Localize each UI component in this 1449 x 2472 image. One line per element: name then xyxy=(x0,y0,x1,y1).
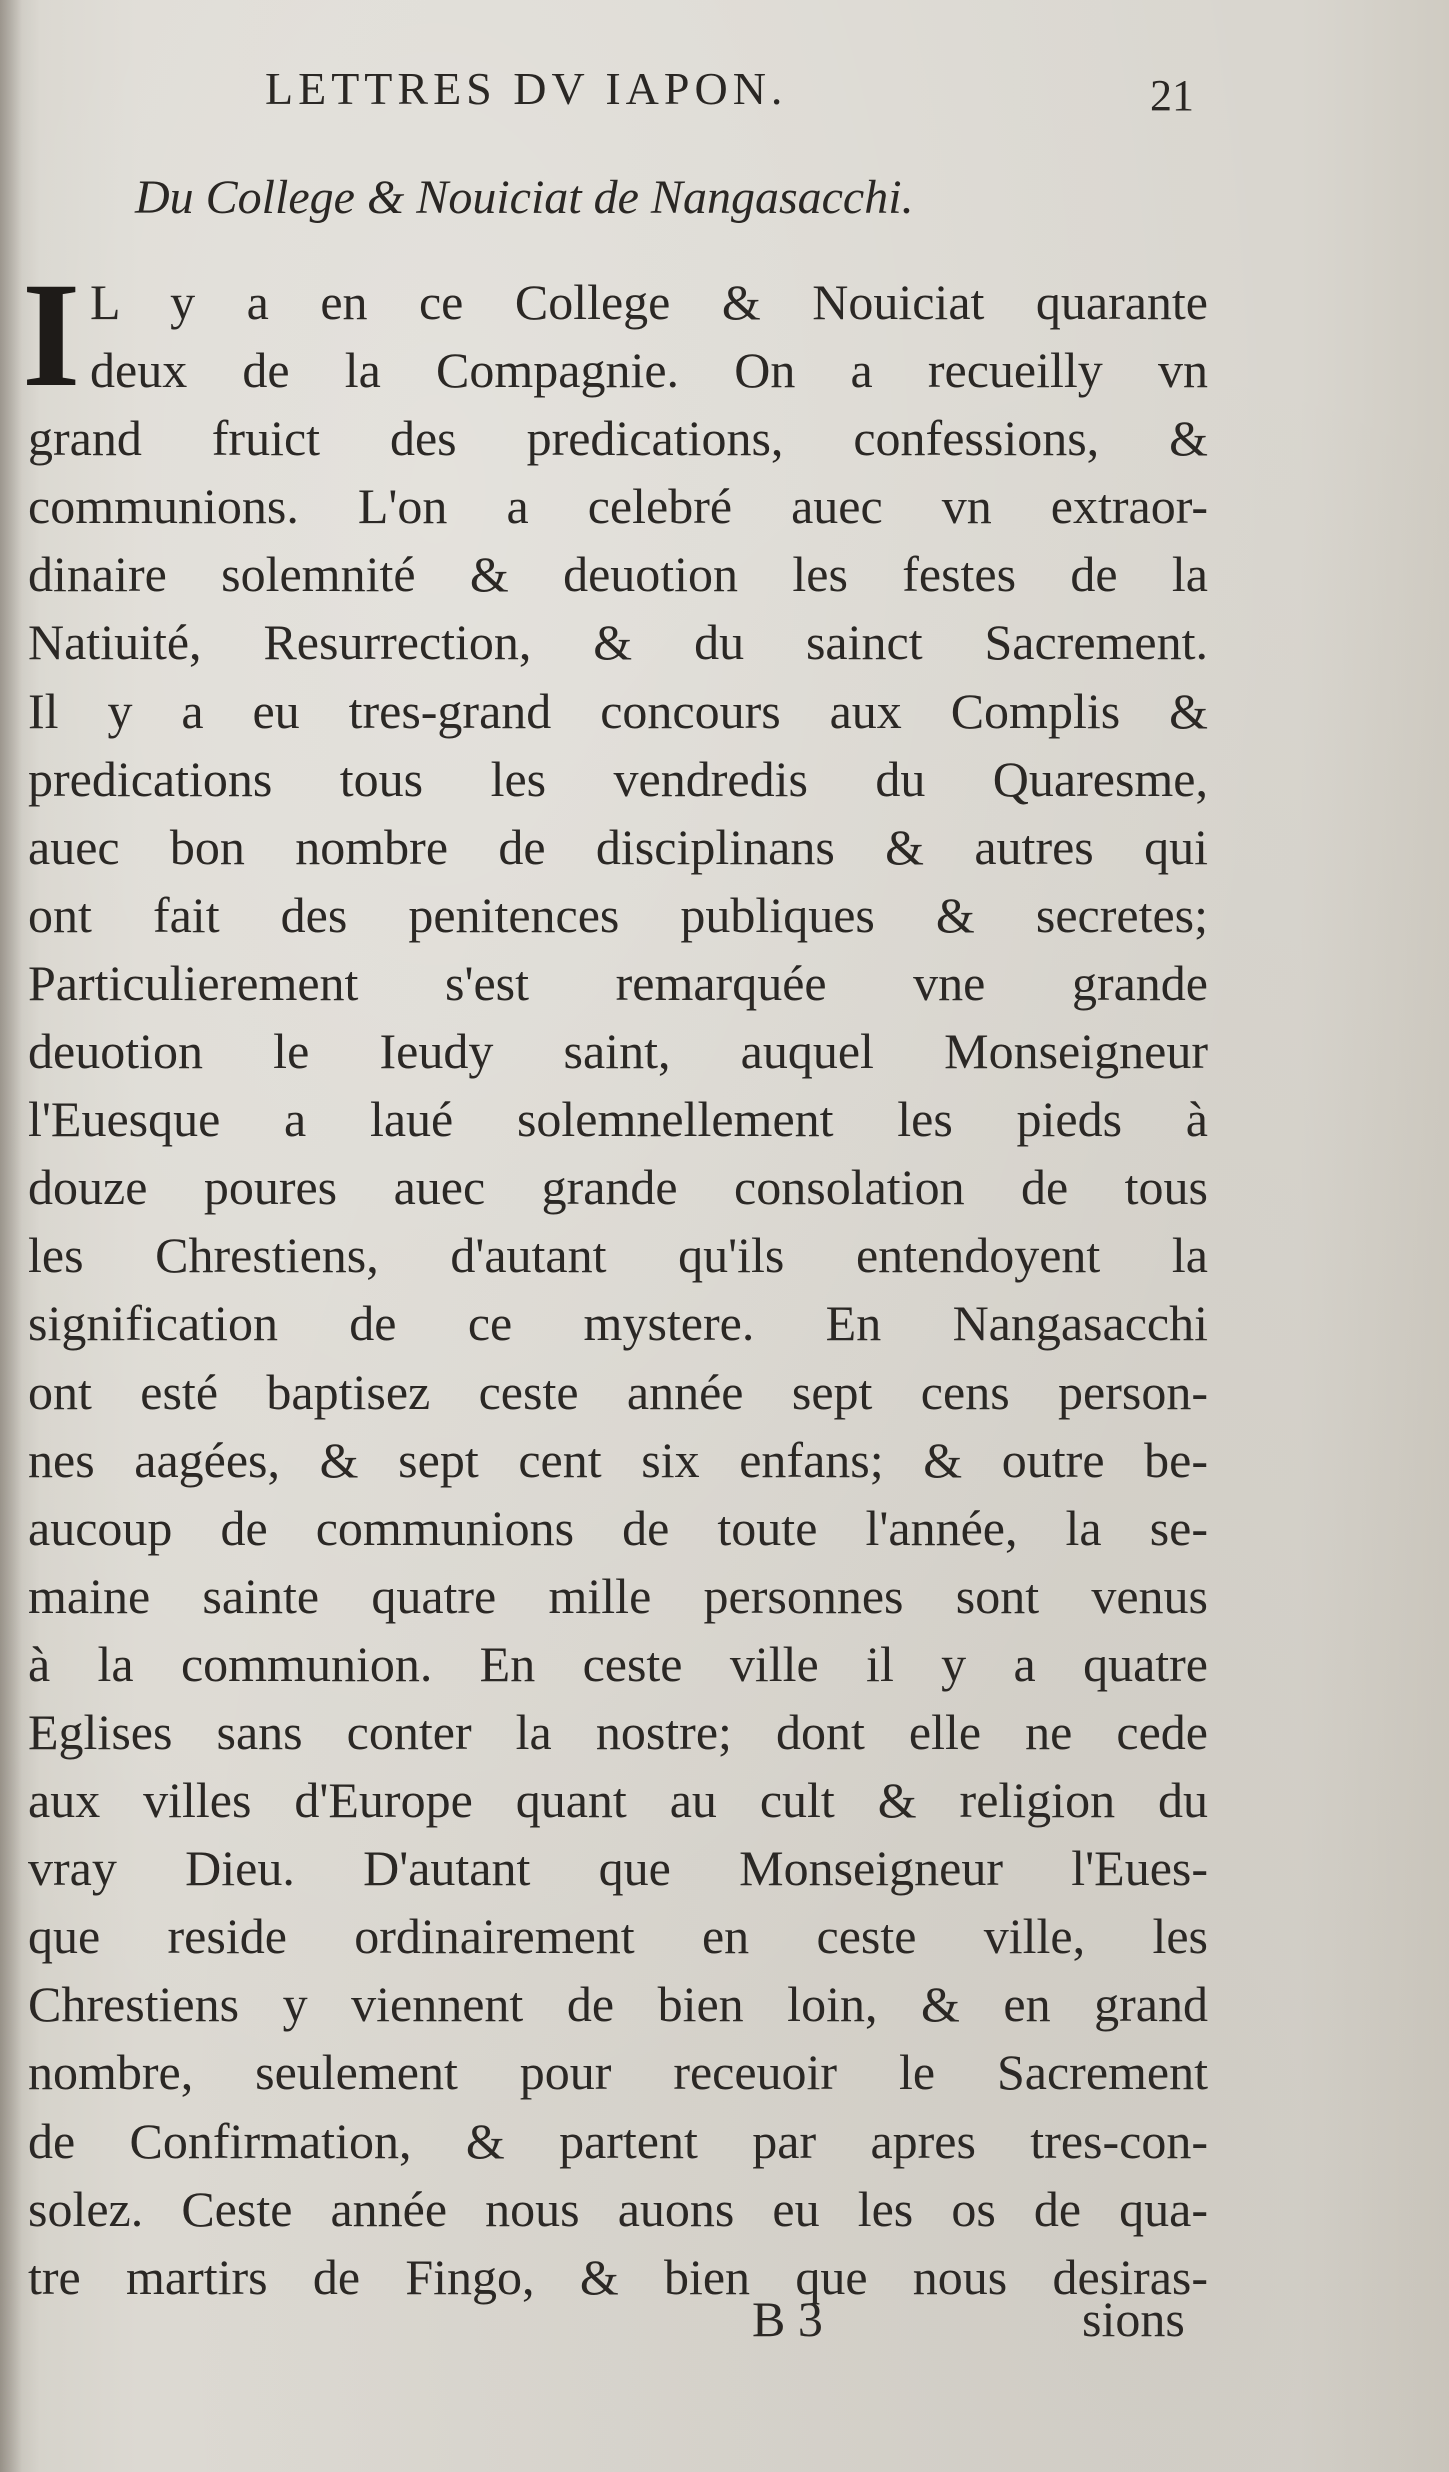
text-line: l'Euesque a laué solemnellement les pieds à xyxy=(28,1091,1208,1148)
text-line: Particulierement s'est remarquée vne grande xyxy=(28,954,1208,1011)
page-gutter-shadow xyxy=(0,0,22,2472)
text-line: predications tous les vendredis du Quaresme, xyxy=(28,750,1208,807)
text-line: deux de la Compagnie. On a recueilly vn xyxy=(90,342,1208,399)
body-text xyxy=(28,268,1208,2311)
catchword: sions xyxy=(1082,2291,1185,2347)
catchline xyxy=(0,2290,1449,2360)
text-line: Natiuité, Resurrection, & du sainct Sacrement. xyxy=(28,614,1208,671)
text-line: les Chrestiens, d'autant qu'ils entendoyent la xyxy=(28,1227,1208,1284)
text-line: deuotion le Ieudy saint, auquel Monseigneur xyxy=(28,1023,1208,1080)
drop-capital: I xyxy=(22,252,81,418)
signature-mark: B 3 xyxy=(752,2291,823,2347)
page-number: 21 xyxy=(1150,71,1194,120)
text-line: aux villes d'Europe quant au cult & religion du xyxy=(28,1772,1208,1829)
text-line: que reside ordinairement en ceste ville, les xyxy=(28,1908,1208,1965)
running-title: LETTRES DV IAPON. xyxy=(265,63,788,114)
text-line: auec bon nombre de disciplinans & autres qui xyxy=(28,818,1208,875)
text-line: aucoup de communions de toute l'année, la se- xyxy=(28,1499,1208,1556)
text-line: dinaire solemnité & deuotion les festes de la xyxy=(28,546,1208,603)
text-line: vray Dieu. D'autant que Monseigneur l'Eues- xyxy=(28,1840,1208,1897)
text-line: signification de ce mystere. En Nangasacchi xyxy=(28,1295,1208,1352)
text-line: à la communion. En ceste ville il y a quatre xyxy=(28,1635,1208,1692)
text-line: douze poures auec grande consolation de tous xyxy=(28,1159,1208,1216)
text-line: grand fruict des predications, confessions, & xyxy=(28,410,1208,467)
text-line: Il y a eu tres-grand concours aux Complis & xyxy=(28,682,1208,739)
section-title: Du College & Nouiciat de Nangasacchi. xyxy=(135,171,914,224)
text-line: nombre, seulement pour receuoir le Sacrement xyxy=(28,2044,1208,2101)
text-line: solez. Ceste année nous auons eu les os de qua- xyxy=(28,2180,1208,2237)
text-line: communions. L'on a celebré auec vn extraor- xyxy=(28,478,1208,535)
text-line: maine sainte quatre mille personnes sont venus xyxy=(28,1567,1208,1624)
text-line: L y a en ce College & Nouiciat quarante xyxy=(90,274,1208,330)
text-line: Chrestiens y viennent de bien loin, & en grand xyxy=(28,1976,1208,2033)
text-line: nes aagées, & sept cent six enfans; & outre be- xyxy=(28,1431,1208,1488)
text-line: ont fait des penitences publiques & secretes; xyxy=(28,886,1208,943)
running-head xyxy=(0,62,1449,142)
text-line: Eglises sans conter la nostre; dont elle ne cede xyxy=(28,1703,1208,1760)
text-line: de Confirmation, & partent par apres tres-con- xyxy=(28,2112,1208,2169)
text-line: ont esté baptisez ceste année sept cens person- xyxy=(28,1363,1208,1420)
text-line: tre martirs de Fingo, & bien que nous desiras- xyxy=(28,2248,1208,2305)
